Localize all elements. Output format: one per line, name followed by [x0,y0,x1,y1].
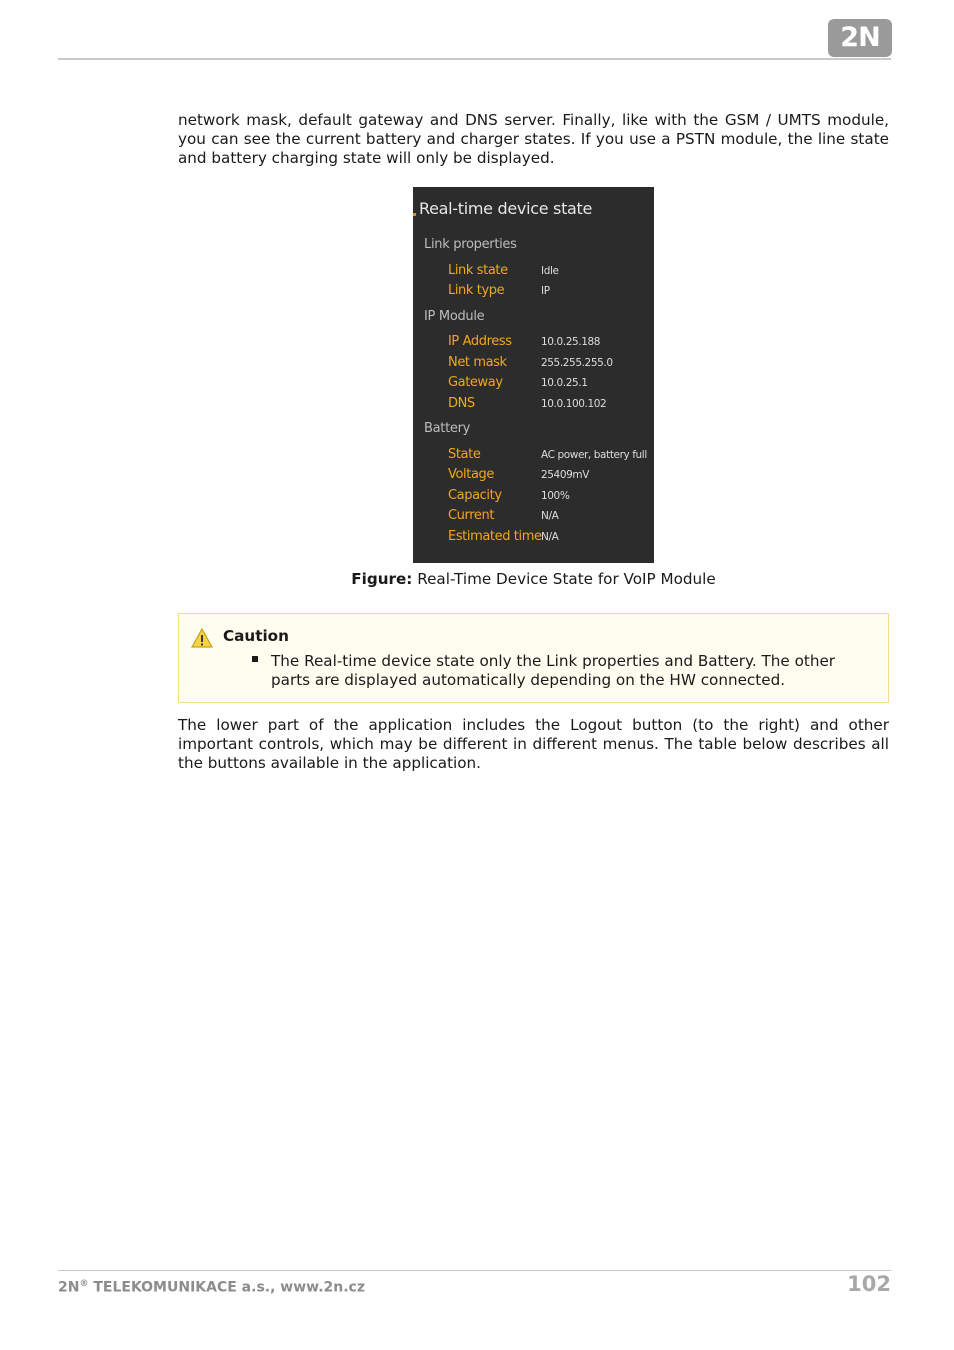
page-number: 102 [847,1272,891,1296]
row-value: 10.0.25.1 [541,377,588,389]
row-label: Current [448,508,495,523]
row-value: N/A [541,531,559,543]
figure-title: Real-time device state [419,199,593,218]
caution-box [178,613,889,703]
section-ip-module: IP Module [424,309,485,324]
real-time-device-state-screenshot [413,187,654,563]
row-value: Idle [541,265,559,277]
row-label: State [448,447,481,462]
row-value: 25409mV [541,469,590,481]
section-battery: Battery [424,421,471,436]
footer-divider [58,1270,891,1271]
row-label: IP Address [448,334,512,349]
row-label: Voltage [448,467,494,482]
title-marker [413,213,416,216]
row-label: Link state [448,263,508,278]
row-value: N/A [541,510,559,522]
footer-company [58,1279,365,1296]
row-label: Net mask [448,355,507,370]
header-divider [58,58,891,60]
company-rest: TELEKOMUNIKACE a.s., www.2n.cz [88,1279,365,1296]
row-value: AC power, battery full [541,449,647,461]
caution-item: The Real-time device state only the Link properties and Battery. The other parts are displayed automatically depending on the HW connected. [271,652,836,689]
brand-logo: 2N [828,19,892,57]
warning-triangle-icon [191,627,213,649]
row-value: IP [541,285,550,297]
row-value: 255.255.255.0 [541,357,613,369]
controls-paragraph: The lower part of the application includes the Logout button (to the right) and other important controls, which may be different in different menus. The table below describes all the buttons available in the application. [178,716,889,772]
row-value: 10.0.100.102 [541,398,607,410]
intro-paragraph: network mask, default gateway and DNS server. Finally, like with the GSM / UMTS module, you can see the current battery and charger states. If you use a PSTN module, the line state and battery charging state will only be displayed. [178,111,889,167]
row-label: Estimated time [448,529,542,544]
bullet-icon [252,656,258,662]
company-prefix: 2N [58,1279,80,1296]
row-label: Capacity [448,488,502,503]
section-link-properties: Link properties [424,237,517,252]
caption-prefix: Figure: [351,570,413,588]
row-value: 100% [541,490,570,502]
figure-caption [178,570,889,589]
caution-title: Caution [223,627,289,645]
caption-text: Real-Time Device State for VoIP Module [412,570,716,588]
registered-mark: ® [79,1279,89,1289]
row-value: 10.0.25.188 [541,336,601,348]
row-label: Link type [448,283,505,298]
row-label: DNS [448,396,475,411]
row-label: Gateway [448,375,503,390]
